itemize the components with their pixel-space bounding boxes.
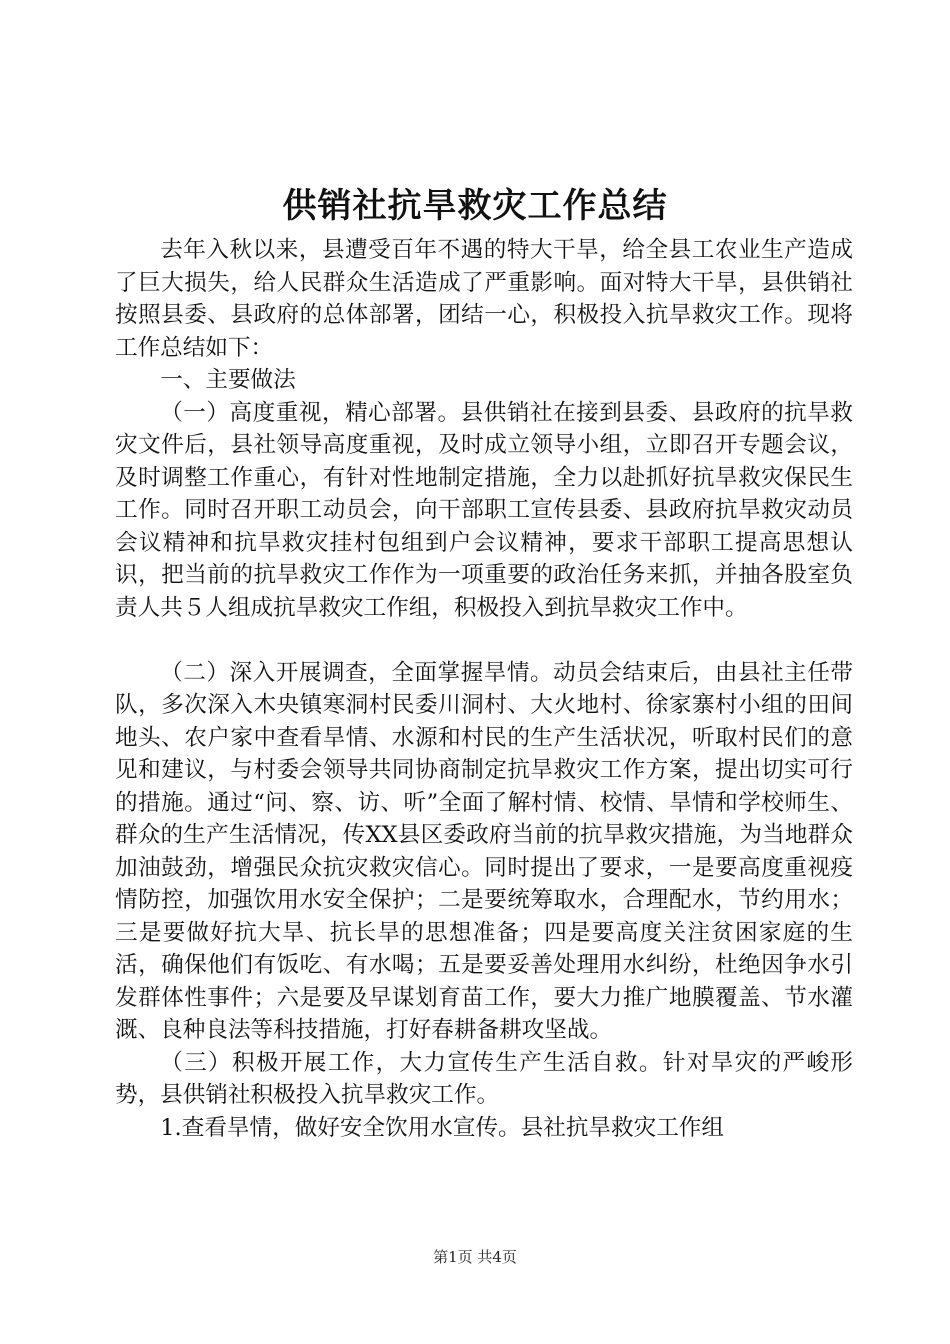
- section-heading-main-practices: 一、主要做法: [160, 367, 296, 393]
- document-body: [115, 234, 853, 1144]
- page-number-footer: 第1页 共4页: [433, 1248, 517, 1266]
- paragraph-spacer: [115, 624, 853, 657]
- paragraph-part-three: （三）积极开展工作，大力宣传生产生活自救。针对旱灾的严峻形势，县供销社积极投入抗旱救灾工作。: [115, 1049, 853, 1108]
- paragraph-part-one: （一）高度重视，精心部署。县供销社在接到县委、县政府的抗旱救灾文件后，县社领导高度重视，及时成立领导小组，立即召开专题会议，及时调整工作重心，有针对性地制定措施，全力以赴抓好抗旱救灾保民生工作。同时召开职工动员会，向干部职工宣传县委、县政府抗旱救灾动员会议精神和抗旱救灾挂村包组到户会议精神，要求干部职工提高思想认识，把当前的抗旱救灾工作作为一项重要的政治任务来抓，并抽各股室负责人共５人组成抗旱救灾工作组，积极投入到抗旱救灾工作中。: [115, 399, 853, 621]
- document-title: 供销社抗旱救灾工作总结: [282, 186, 668, 226]
- paragraph-part-two: （二）深入开展调查，全面掌握旱情。动员会结束后，由县社主任带队，多次深入木央镇寒洞村民委川洞村、大火地村、徐家寨村小组的田间地头、农户家中查看旱情、水源和村民的生产生活状况，听取村民们的意见和建议，与村委会领导共同协商制定抗旱救灾工作方案，提出切实可行的措施。通过“问、察、访、听”全面了解村情、校情、旱情和学校师生、群众的生产生活情况，传XX县区委政府当前的抗旱救灾措施，为当地群众加油鼓劲，增强民众抗灾救灾信心。同时提出了要求，一是要高度重视疫情防控，加强饮用水安全保护；二是要统筹取水，合理配水，节约用水；三是要做好抗大旱、抗长旱的思想准备；四是要高度关注贫困家庭的生活，确保他们有饭吃、有水喝；五是要妥善处理用水纠纷，杜绝因争水引发群体性事件；六是要及早谋划育苗工作，要大力推广地膜覆盖、节水灌溉、良种良法等科技措施，打好春耕备耕攻坚战。: [115, 659, 853, 1043]
- paragraph-intro: 去年入秋以来，县遭受百年不遇的特大干旱，给全县工农业生产造成了巨大损失，给人民群众生活造成了严重影响。面对特大干旱，县供销社按照县委、县政府的总体部署，团结一心，积极投入抗旱救灾工作。现将工作总结如下：: [115, 237, 853, 361]
- paragraph-item-one: 1.查看旱情，做好安全饮用水宣传。县社抗旱救灾工作组: [160, 1114, 724, 1141]
